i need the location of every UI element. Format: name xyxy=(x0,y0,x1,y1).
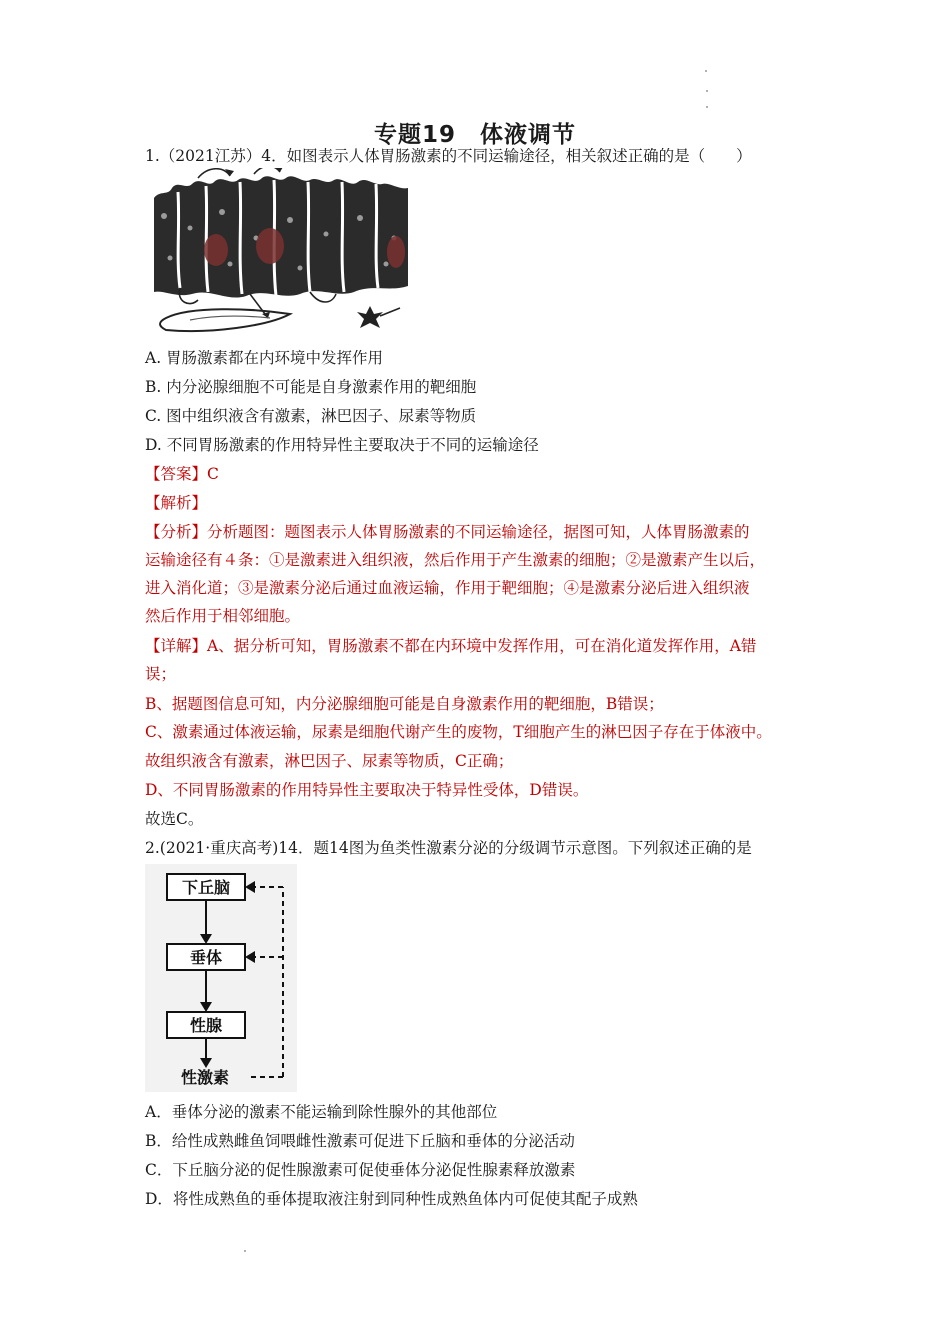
q1-analysis-line: 运输途径有４条：①是激素进入组织液，然后作用于产生激素的细胞；②是激素产生以后， xyxy=(145,551,766,569)
q1-option-c: C. 图中组织液含有激素，淋巴因子、尿素等物质 xyxy=(145,407,477,425)
q1-detail-line: 故组织液含有激素，淋巴因子、尿素等物质，C正确； xyxy=(145,752,514,770)
label-sex-hormone: 性激素 xyxy=(180,1068,230,1087)
q1-conclusion: 故选C。 xyxy=(145,810,204,828)
q1-option-a: A. 胃肠激素都在内环境中发挥作用 xyxy=(145,349,384,367)
q1-option-b: B. 内分泌腺细胞不可能是自身激素作用的靶细胞 xyxy=(145,378,477,396)
label-pituitary: 垂体 xyxy=(189,948,223,967)
page-title: 专题19 体液调节 xyxy=(373,122,576,148)
speck xyxy=(706,106,708,108)
q2-stem: 2.(2021·重庆高考)14．题14图为鱼类性激素分泌的分级调节示意图。下列叙述正确的是 xyxy=(145,839,752,857)
label-hypothalamus: 下丘脑 xyxy=(181,878,231,897)
q1-option-d: D. 不同胃肠激素的作用特异性主要取决于不同的运输途径 xyxy=(145,436,539,454)
hormone-regulation-diagram xyxy=(145,864,297,1092)
q2-option-a: A．垂体分泌的激素不能运输到除性腺外的其他部位 xyxy=(145,1103,498,1121)
q1-stem: 1.（2021江苏）4．如图表示人体胃肠激素的不同运输途径，相关叙述正确的是（ ） xyxy=(145,147,752,165)
q2-option-d: D．将性成熟鱼的垂体提取液注射到同种性成熟鱼体内可促使其配子成熟 xyxy=(145,1190,638,1208)
q1-analysis-line: 然后作用于相邻细胞。 xyxy=(145,607,301,625)
gastrointestinal-hormone-figure xyxy=(150,168,412,340)
q1-analysis-line: 进入消化道；③是激素分泌后通过血液运输，作用于靶细胞；④是激素分泌后进入组织液 xyxy=(145,579,750,597)
q1-detail-line: 【详解】A、据分析可知，胃肠激素不都在内环境中发挥作用，可在消化道发挥作用，A错 xyxy=(145,637,757,655)
speck xyxy=(706,90,708,92)
label-gonad: 性腺 xyxy=(189,1016,223,1035)
q1-jiexi-label: 【解析】 xyxy=(145,494,208,512)
q1-detail-line: C、激素通过体液运输，尿素是细胞代谢产生的废物，T细胞产生的淋巴因子存在于体液中。 xyxy=(145,723,772,741)
q1-analysis-line: 【分析】分析题图：题图表示人体胃肠激素的不同运输途径，据图可知，人体胃肠激素的 xyxy=(145,523,750,541)
q2-option-b: B．给性成熟雌鱼饲喂雌性激素可促进下丘脑和垂体的分泌活动 xyxy=(145,1132,575,1150)
speck xyxy=(705,70,707,72)
speck xyxy=(244,1250,246,1252)
q1-detail-line: B、据题图信息可知，内分泌腺细胞可能是自身激素作用的靶细胞，B错误； xyxy=(145,695,664,713)
q1-detail-line: D、不同胃肠激素的作用特异性主要取决于特异性受体，D错误。 xyxy=(145,781,589,799)
q1-answer: 【答案】C xyxy=(145,465,219,483)
q2-option-c: C．下丘脑分泌的促性腺激素可促使垂体分泌促性腺素释放激素 xyxy=(145,1161,576,1179)
q1-detail-line: 误； xyxy=(145,665,177,683)
